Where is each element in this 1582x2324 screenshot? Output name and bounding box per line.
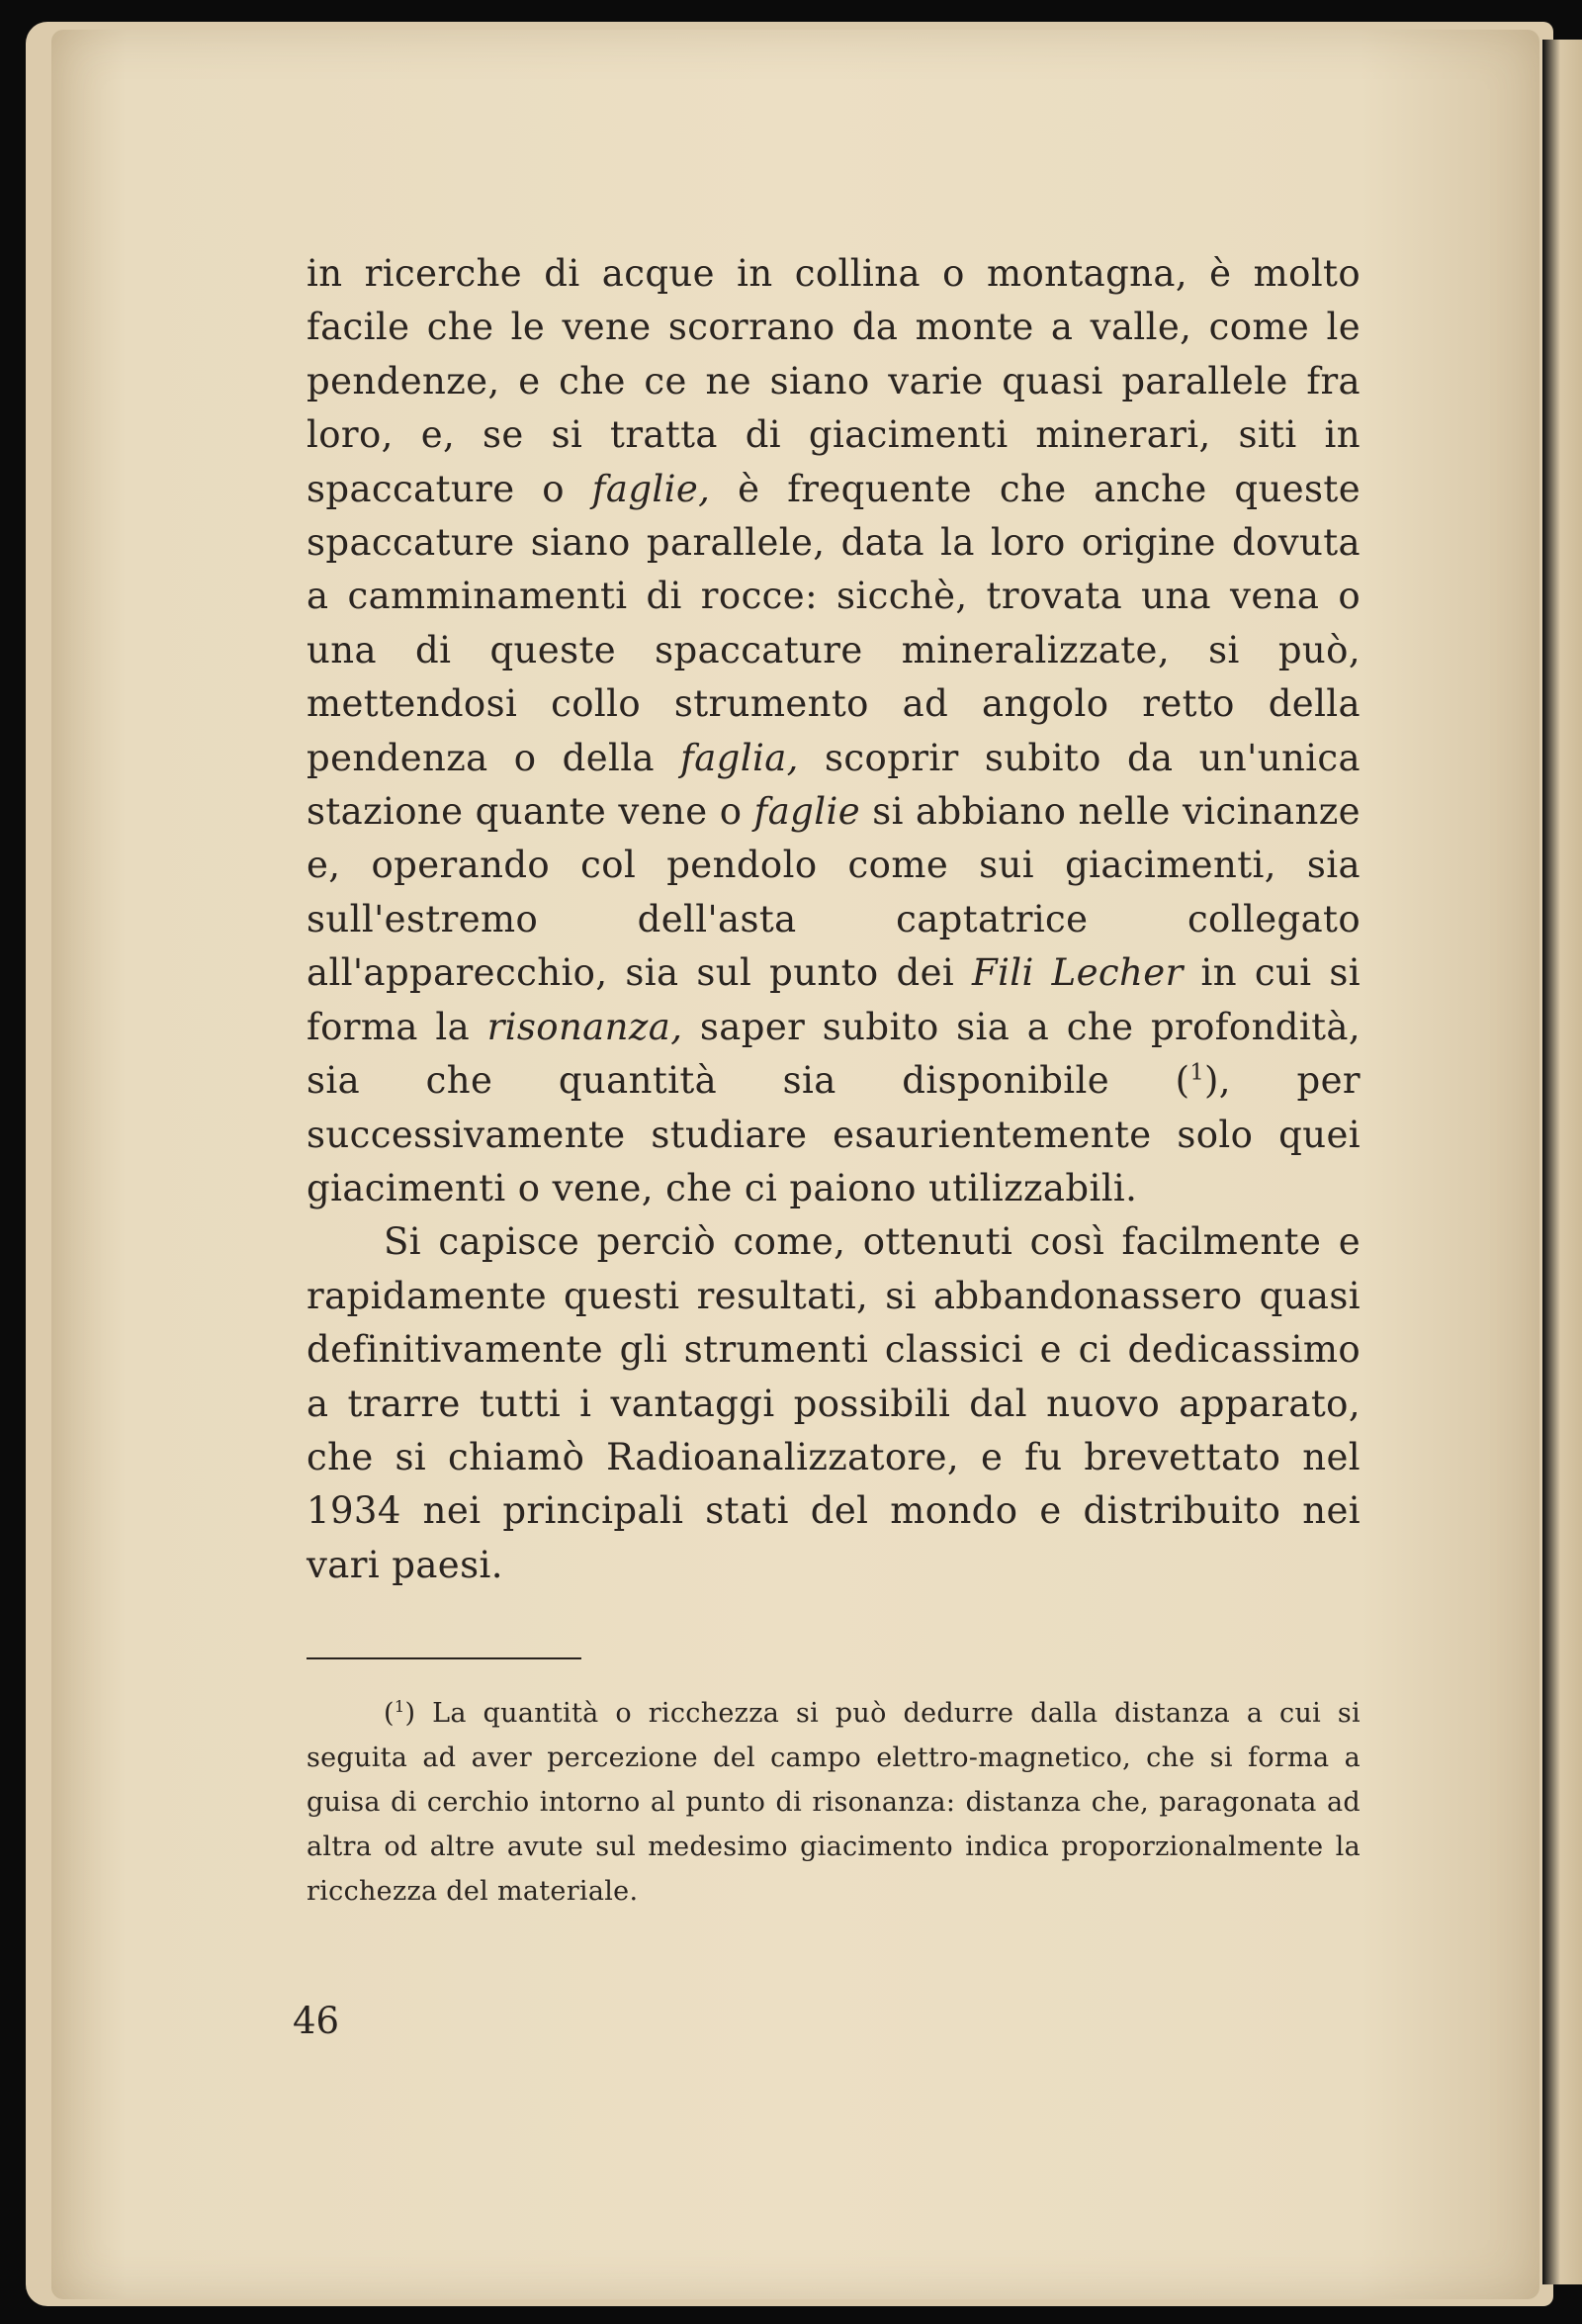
body-text <box>307 247 1361 1592</box>
footnote <box>307 1691 1361 1914</box>
paragraph-1-text: ), per successivamente studiare esaurientemente solo quei giacimenti o vene, che ci paiono utilizzabili. <box>307 1059 1361 1209</box>
text-block <box>307 247 1361 1940</box>
paragraph-1-text: in ricerche di acque in collina o montagna, è molto facile che le vene scorrano da monte a valle, come le pendenze, e che ce ne siano varie quasi parallele fra loro, e, se si tratta di giacimenti minerari, siti in spaccature o <box>307 252 1361 510</box>
facing-page-edge <box>1542 40 1582 2284</box>
paragraph-1-text: si abbiano nelle vicinanze e, operando col pendolo come sui giacimenti, sia sull'estremo dell'asta captatrice collegato all'apparecchio, sia sul punto dei <box>307 790 1361 995</box>
footnote-text: La quantità o ricchezza si può dedurre dalla distanza a cui si seguita ad aver percezione del campo elettro-magnetico, che si forma a guisa di cerchio intorno al punto di risonanza: distanza che, paragonata ad altra od altre avute sul medesimo giacimento indica proporzionalmente la ricchezza del materiale. <box>307 1698 1361 1908</box>
italic-term: faglia, <box>680 736 799 779</box>
paragraph-1-text: in cui si forma la <box>307 951 1362 1048</box>
italic-term: faglie <box>753 790 861 834</box>
italic-term: Fili Lecher <box>972 951 1184 995</box>
italic-term: faglie, <box>591 467 711 510</box>
paragraph-1-text: saper subito sia a che profondità, sia che quantità sia disponibile ( <box>307 1005 1361 1103</box>
footnote-marker: 1 <box>394 1697 405 1717</box>
footnote-divider <box>307 1657 581 1659</box>
footnote-reference: 1 <box>1189 1059 1204 1086</box>
paragraph-2: Si capisce perciò come, ottenuti così facilmente e rapidamente questi resultati, si abbandonassero quasi definitivamente gli strumenti classici e ci dedicassimo a trarre tutti i vantaggi possibili dal nuovo apparato, che si chiamò Radioanalizzatore, e fu brevettato nel 1934 nei principali stati del mondo e distribuito nei vari paesi. <box>307 1220 1361 1586</box>
paragraph-1-text: è frequente che anche queste spaccature siano parallele, data la loro origine dovuta a camminamenti di rocce: sicchè, trovata una vena o una di queste spaccature mineralizzate, si può, mettendosi collo strumento ad angolo retto della pendenza o della <box>307 467 1361 779</box>
paragraph-1-text: scoprir subito da un'unica stazione quante vene o <box>307 736 1361 834</box>
page-number: 46 <box>293 2000 340 2042</box>
paragraph-1 <box>307 247 1361 1215</box>
footnote-open-paren: ( <box>384 1698 395 1730</box>
italic-term: risonanza, <box>486 1005 683 1048</box>
footnote-close-paren: ) <box>404 1698 416 1730</box>
